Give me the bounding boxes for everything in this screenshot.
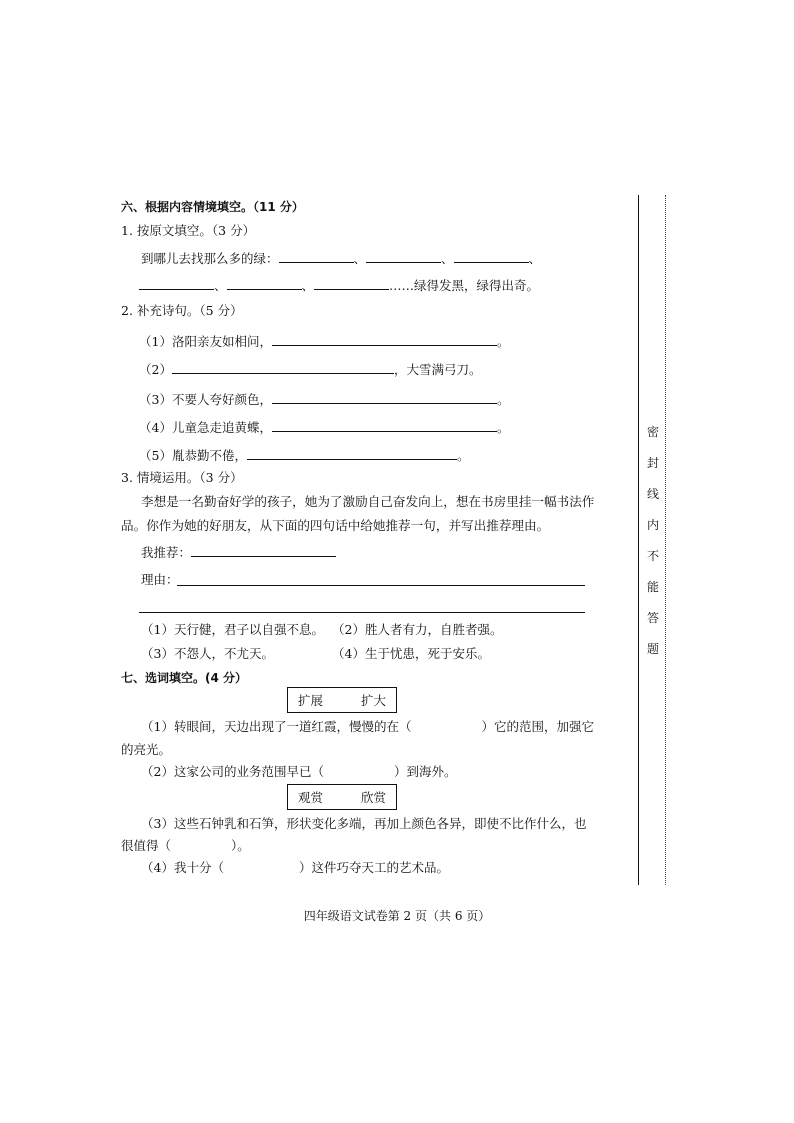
item-number: （5） <box>139 448 172 463</box>
seal-char: 线 <box>646 487 659 501</box>
blank-field[interactable] <box>454 250 529 263</box>
seal-char: 密 <box>646 425 659 439</box>
poem-text: 胤恭勤不倦， <box>171 448 247 463</box>
seal-char: 不 <box>646 549 659 563</box>
q1-prefix: 到哪儿去找那么多的绿： <box>141 251 279 266</box>
separator: 、 <box>528 251 542 266</box>
word-choice-box-2 <box>287 784 397 810</box>
seal-char: 能 <box>646 580 659 594</box>
reason-label: 理由： <box>141 572 179 587</box>
seal-char: 内 <box>646 518 659 532</box>
blank-field[interactable] <box>272 419 497 432</box>
poem-item-5 <box>139 447 469 464</box>
q1-line1 <box>141 250 541 267</box>
seal-solid-line <box>638 195 639 885</box>
q1-suffix: ……绿得发黑，绿得出奇。 <box>389 278 540 293</box>
q1-line2 <box>139 277 539 294</box>
poem-text: 不要人夸好颜色， <box>171 392 272 407</box>
sentence-2 <box>141 764 456 780</box>
item-number: （4） <box>139 420 172 435</box>
seal-dotted-line <box>665 195 666 885</box>
sentence-text: （1）转眼间，天边出现了一道红霞，慢慢的在（ <box>141 719 412 734</box>
page-footer: 四年级语文试卷第 2 页（共 6 页） <box>303 909 491 923</box>
q3-paragraph-line1: 李想是一名勤奋好学的孩子，她为了激励自己奋发向上，想在书房里挂一幅书法作 <box>141 494 595 509</box>
separator: 、 <box>214 278 227 293</box>
poem-item-1 <box>139 333 509 350</box>
sentence-3-line1: （3）这些石钟乳和石笋，形状变化多端，再加上颜色各异，即使不比作什么，也 <box>141 816 587 831</box>
option-4: （4）生于忧患，死于安乐。 <box>332 646 490 661</box>
sentence-text: ）到海外。 <box>393 764 457 779</box>
poem-text: 儿童急走追黄蝶， <box>171 420 272 435</box>
poem-item-4 <box>139 419 509 436</box>
item-number: （2） <box>139 362 172 377</box>
sentence-1-line1 <box>141 719 594 735</box>
blank-field[interactable] <box>247 447 457 460</box>
recommend-label: 我推荐： <box>141 545 192 560</box>
sentence-text: ）它的范围，加强它 <box>481 719 594 734</box>
poem-end: 。 <box>456 448 470 463</box>
sentence-text: ）。 <box>231 838 250 853</box>
poem-text: 洛阳亲友如相问， <box>171 334 272 349</box>
section6-heading: 六、根据内容情境填空。（11 分） <box>121 200 304 214</box>
sentence-1-line2: 的亮光。 <box>121 742 172 757</box>
blank-field[interactable] <box>172 361 394 374</box>
blank-field[interactable] <box>314 277 389 290</box>
q2-label: 2. 补充诗句。（5 分） <box>121 303 243 318</box>
seal-char: 答 <box>646 611 659 625</box>
poem-text: ，大雪满弓刀。 <box>393 362 482 377</box>
sentence-text: 很值得（ <box>121 838 172 853</box>
blank-field[interactable] <box>139 277 214 290</box>
reason-field[interactable] <box>177 585 585 586</box>
sentence-3-line2 <box>121 838 250 854</box>
blank-field[interactable] <box>279 250 354 263</box>
separator: 、 <box>441 251 454 266</box>
q3-paragraph-line2: 品。你作为她的好朋友，从下面的四句话中给她推荐一句，并写出推荐理由。 <box>121 518 550 533</box>
separator: 、 <box>353 251 367 266</box>
blank-field[interactable] <box>272 333 497 346</box>
poem-end: 。 <box>496 334 510 349</box>
poem-item-2 <box>139 361 481 378</box>
recommend-field[interactable] <box>191 544 336 557</box>
seal-char: 题 <box>646 642 659 656</box>
q3-label: 3. 情境运用。（3 分） <box>121 470 243 485</box>
sentence-text: （4）我十分（ <box>141 860 224 875</box>
option-2: （2）胜人者有力，自胜者强。 <box>332 622 503 637</box>
word-option: 欣赏 <box>360 790 386 805</box>
blank-field[interactable] <box>227 277 302 290</box>
separator: 、 <box>301 278 315 293</box>
word-option: 扩展 <box>298 693 324 708</box>
option-1: （1）天行健，君子以自强不息。 <box>141 622 324 637</box>
poem-end: 。 <box>496 420 510 435</box>
word-option: 观赏 <box>298 790 324 805</box>
sentence-4 <box>141 860 449 876</box>
poem-end: 。 <box>496 392 510 407</box>
reason-field-line2[interactable] <box>139 612 585 613</box>
option-3: （3）不怨人，不尤天。 <box>141 646 274 661</box>
word-choice-box-1 <box>287 687 397 713</box>
item-number: （1） <box>139 334 172 349</box>
item-number: （3） <box>139 392 172 407</box>
sentence-text: ）这件巧夺天工的艺术品。 <box>298 860 449 875</box>
sentence-text: （2）这家公司的业务范围早已（ <box>141 764 324 779</box>
word-option: 扩大 <box>360 693 386 708</box>
q1-label: 1. 按原文填空。（3 分） <box>121 223 256 238</box>
section7-heading: 七、选词填空。(4 分） <box>121 671 248 685</box>
blank-field[interactable] <box>366 250 441 263</box>
poem-item-3 <box>139 391 509 408</box>
seal-char: 封 <box>646 456 659 470</box>
blank-field[interactable] <box>272 391 497 404</box>
recommend-row <box>141 544 336 561</box>
